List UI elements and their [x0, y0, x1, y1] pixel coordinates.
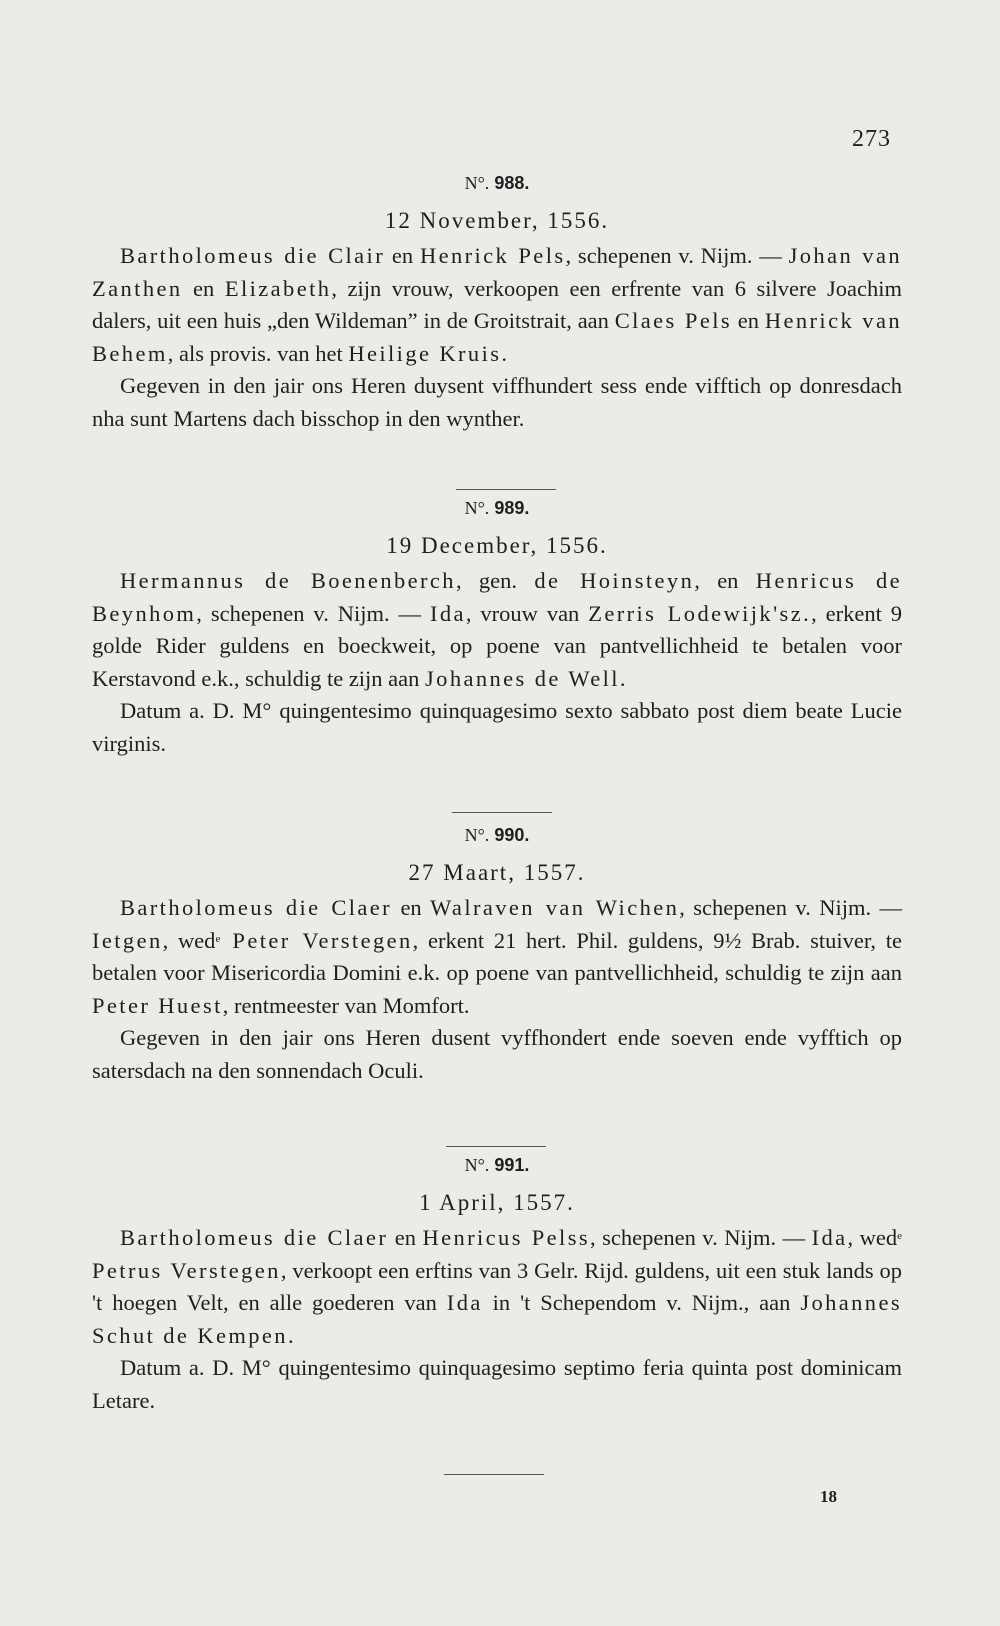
entry-dating-clause — [92, 1022, 902, 1087]
person-name: Peter Huest — [92, 992, 223, 1018]
entry-number — [92, 170, 902, 196]
text-fragment: , en — [694, 568, 756, 593]
person-name: Bartholomeus die Claer — [120, 895, 393, 920]
text-fragment: , rentmeester van Momfort. — [222, 992, 470, 1018]
person-name: Ida — [446, 1290, 483, 1315]
separator-rule — [456, 489, 556, 490]
text-fragment: Gegeven in den jair ons Heren duysent viffhundert sess ende vifftich op donresdach nha sunt Martens dach bisschop in den wynther. — [92, 373, 902, 431]
number-value: 990. — [494, 825, 530, 845]
person-name: Walraven van Wichen — [430, 895, 680, 920]
person-name: Henricus de Beynhom — [92, 568, 902, 626]
entry-number — [92, 1152, 902, 1178]
text-fragment: Datum a. D. M° quingentesimo quinquagesimo septimo feria quinta post dominicam Letare. — [92, 1355, 902, 1413]
entry-number — [92, 495, 902, 521]
text-fragment: e — [897, 1230, 902, 1242]
entry-date: 1 April, 1557. — [419, 1190, 575, 1215]
person-name: Elizabeth — [224, 275, 332, 301]
entry-dating-clause — [92, 695, 902, 760]
charter-entry-989 — [92, 495, 902, 760]
text-fragment: . — [287, 1322, 294, 1348]
text-fragment: , schepenen v. Nijm. — — [196, 600, 430, 626]
text-fragment: , gen. — [455, 568, 535, 593]
separator-rule — [446, 1146, 546, 1147]
number-value: 991. — [494, 1155, 530, 1175]
text-fragment: , wed — [162, 927, 216, 953]
person-name: Claes Pels — [614, 308, 733, 333]
entry-date: 12 November, 1556. — [384, 208, 610, 233]
entry-number — [92, 822, 902, 848]
person-name: Petrus Verstegen — [92, 1257, 281, 1283]
separator-rule — [452, 812, 552, 813]
charter-entry-991 — [92, 1152, 902, 1417]
text-fragment: , verkoopt een erftins van 3 Gelr. Rijd. guldens, uit een stuk lands op 't hoegen Velt, en alle goederen van — [92, 1257, 902, 1315]
person-name: Johannes de Well — [425, 665, 620, 691]
text-fragment: Datum a. D. M° quingentesimo quinquagesimo sexto sabbato post diem beate Lucie virginis. — [92, 698, 902, 756]
person-name: Johan van Zanthen — [92, 243, 902, 301]
number-value: 988. — [494, 173, 530, 193]
charter-entry-988 — [92, 170, 902, 435]
text-fragment: , schepenen v. Nijm. — — [590, 1225, 812, 1250]
separator-rule — [444, 1474, 544, 1475]
text-fragment: , schepenen v. Nijm. — — [679, 895, 902, 920]
text-fragment: , zijn vrouw, verkoopen een erfrente van 6 silvere Joachim dalers, uit een huis „den Wildeman” in de Groitstrait, aan — [92, 275, 902, 333]
signature-mark: 18 — [820, 1487, 837, 1506]
person-name: Henrick Pels — [419, 243, 566, 268]
entry-summary — [92, 892, 902, 1022]
number-prefix: N°. — [464, 173, 490, 193]
person-name: Peter Verstegen — [220, 927, 413, 953]
entry-summary — [92, 565, 902, 695]
text-fragment: , erkent 21 hert. Phil. guldens, 9½ Brab. stuiver, te betalen voor Misericordia Domini e.k. op poene van pantvellichheid, schuldig te zijn aan — [92, 927, 902, 985]
text-fragment: . — [501, 340, 508, 366]
text-fragment: en — [388, 1225, 423, 1250]
text-fragment: Gegeven in den jair ons Heren dusent vyffhondert ende soeven ende vyfftich op satersdach na den sonnendach Oculi. — [92, 1025, 902, 1083]
person-name: Ietgen — [92, 927, 163, 953]
page-number: 273 — [852, 126, 891, 152]
institution-name: Heilige Kruis — [348, 340, 502, 366]
text-fragment: , wed — [847, 1225, 898, 1250]
person-name: Ida — [429, 600, 466, 626]
text-fragment: , als provis. van het — [167, 340, 349, 366]
entry-dating-clause — [92, 1352, 902, 1417]
text-fragment: en — [732, 308, 765, 333]
text-fragment: , schepenen v. Nijm. — — [565, 243, 789, 268]
text-fragment: . — [619, 665, 626, 691]
person-name: de Hoinsteyn — [534, 568, 695, 593]
number-prefix: N°. — [464, 498, 490, 518]
entry-dating-clause — [92, 370, 902, 435]
text-fragment: en — [385, 243, 420, 268]
charter-entry-990 — [92, 822, 902, 1087]
entry-date: 19 December, 1556. — [386, 533, 608, 558]
text-fragment: e — [215, 932, 221, 945]
person-name: Henricus Pelss — [422, 1225, 591, 1250]
text-fragment: , vrouw van — [465, 600, 589, 626]
text-fragment: in 't Schependom v. Nijm., aan — [482, 1290, 801, 1315]
number-prefix: N°. — [464, 825, 490, 845]
text-fragment: en — [182, 275, 225, 301]
entry-date: 27 Maart, 1557. — [408, 860, 586, 885]
text-fragment: , erkent 9 golde Rider guldens en boeckweit, op poene van pantvellichheid te betalen voor Kerstavond e.k., schuldig te zijn aan — [92, 600, 903, 691]
person-name: Hermannus de Boenenberch — [120, 568, 456, 593]
entry-summary — [92, 240, 902, 370]
person-name: Bartholomeus die Clair — [120, 243, 386, 268]
person-name: Johannes Schut de Kempen — [92, 1290, 902, 1348]
number-prefix: N°. — [464, 1155, 490, 1175]
text-fragment: en — [392, 895, 431, 920]
person-name: Henrick van Behem — [92, 308, 902, 366]
person-name: Bartholomeus die Claer — [120, 1225, 389, 1250]
number-value: 989. — [494, 498, 530, 518]
person-name: Ida — [811, 1225, 848, 1250]
person-name: Zerris Lodewijk'sz. — [588, 600, 812, 626]
entry-summary — [92, 1222, 902, 1352]
